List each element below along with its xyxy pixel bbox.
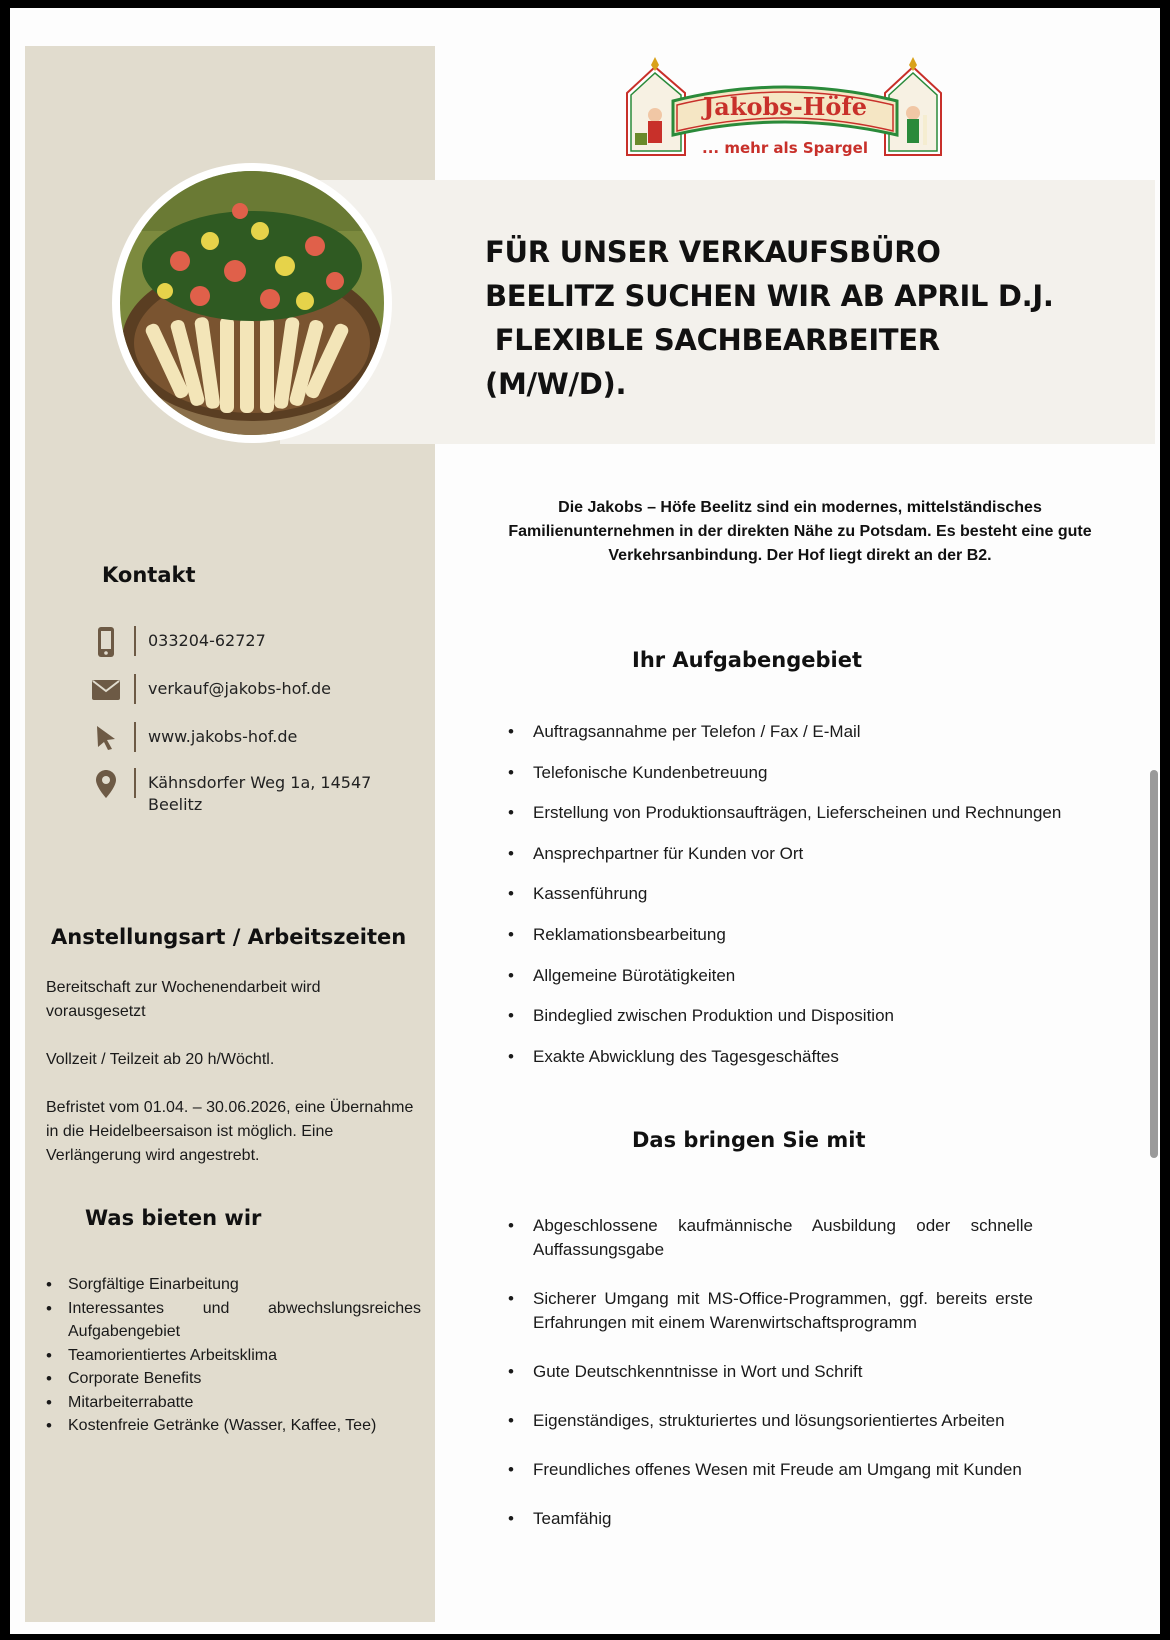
list-item: • Kassenführung	[508, 882, 1148, 923]
list-item: • Teamorientiertes Arbeitsklima	[46, 1344, 421, 1368]
headline-line: FÜR UNSER VERKAUFSBÜRO	[485, 235, 941, 269]
list-item: • Gute Deutschkenntnisse in Wort und Schrift	[508, 1360, 1033, 1384]
list-item: • Sicherer Umgang mit MS-Office-Programmen, ggf. bereits erste Erfahrungen mit einem Warenwirtschaftsprogramm	[508, 1287, 1033, 1335]
jakobs-hoefe-logo	[615, 53, 955, 173]
contact-address-row	[90, 768, 388, 816]
headline-line: BEELITZ SUCHEN WIR AB APRIL D.J.	[485, 279, 1054, 313]
contact-phone-row	[90, 626, 266, 658]
offer-title: Was bieten wir	[85, 1206, 262, 1230]
list-item: • Bindeglied zwischen Produktion und Disposition	[508, 1004, 1148, 1045]
list-item: • Kostenfreie Getränke (Wasser, Kaffee, Tee)	[46, 1414, 421, 1438]
headline-line: (M/W/D).	[485, 367, 627, 401]
list-item: • Mitarbeiterrabatte	[46, 1391, 421, 1415]
separator	[134, 674, 136, 704]
employment-title: Anstellungsart / Arbeitszeiten	[51, 925, 407, 949]
list-item: • Eigenständiges, strukturiertes und lösungsorientiertes Arbeiten	[508, 1409, 1033, 1433]
contact-web-row	[90, 722, 297, 754]
job-headline	[485, 230, 1145, 406]
requirements-list	[508, 1214, 1033, 1556]
contact-phone[interactable]: 033204-62727	[148, 631, 266, 650]
contact-email-row	[90, 674, 331, 706]
list-item: • Erstellung von Produktionsaufträgen, Lieferscheinen und Rechnungen	[508, 801, 1148, 842]
phone-icon	[90, 626, 122, 658]
company-intro: Die Jakobs – Höfe Beelitz sind ein modernes, mittelständisches Familienunternehmen in der direkten Nähe zu Potsdam. Es besteht eine gute Verkehrsanbindung. Der Hof liegt direkt an der B2.	[508, 499, 1092, 564]
separator	[134, 768, 136, 798]
location-pin-icon	[90, 768, 122, 800]
list-item: • Exakte Abwicklung des Tagesgeschäftes	[508, 1045, 1148, 1086]
employment-duration: Befristet vom 01.04. – 30.06.2026, eine Übernahme in die Heidelbeersaison ist möglich. Eine Verlängerung wird angestrebt.	[46, 1099, 414, 1164]
contact-address: Kähnsdorfer Weg 1a, 14547 Beelitz	[148, 773, 372, 814]
list-item: • Allgemeine Bürotätigkeiten	[508, 964, 1148, 1005]
tasks-title: Ihr Aufgabengebiet	[632, 648, 862, 672]
list-item: • Teamfähig	[508, 1507, 1033, 1531]
mail-icon	[90, 674, 122, 706]
list-item: • Interessantes und abwechslungsreiches Aufgabengebiet	[46, 1297, 421, 1344]
list-item: • Auftragsannahme per Telefon / Fax / E-Mail	[508, 720, 1148, 761]
list-item: • Corporate Benefits	[46, 1367, 421, 1391]
contact-email[interactable]: verkauf@jakobs-hof.de	[148, 679, 331, 698]
list-item: • Sorgfältige Einarbeitung	[46, 1273, 421, 1297]
svg-text:Jakobs-Höfe: Jakobs-Höfe	[702, 92, 868, 121]
separator	[134, 626, 136, 656]
contact-website[interactable]: www.jakobs-hof.de	[148, 727, 298, 746]
asparagus-basket-photo	[120, 171, 384, 435]
cursor-icon	[90, 722, 122, 754]
list-item: • Abgeschlossene kaufmännische Ausbildung oder schnelle Auffassungsgabe	[508, 1214, 1033, 1262]
offer-list	[46, 1273, 421, 1438]
job-posting-page	[10, 8, 1160, 1634]
employment-hours: Vollzeit / Teilzeit ab 20 h/Wöchtl.	[46, 1051, 275, 1068]
vertical-scrollbar[interactable]	[1150, 770, 1158, 1158]
contact-title: Kontakt	[102, 563, 196, 587]
svg-text:... mehr als Spargel: ... mehr als Spargel	[702, 139, 868, 157]
list-item: • Freundliches offenes Wesen mit Freude am Umgang mit Kunden	[508, 1458, 1033, 1482]
requirements-title: Das bringen Sie mit	[632, 1128, 866, 1152]
separator	[134, 722, 136, 752]
employment-weekend: Bereitschaft zur Wochenendarbeit wird vorausgesetzt	[46, 979, 321, 1020]
list-item: • Telefonische Kundenbetreuung	[508, 761, 1148, 802]
list-item: • Ansprechpartner für Kunden vor Ort	[508, 842, 1148, 883]
headline-line: FLEXIBLE SACHBEARBEITER	[485, 323, 940, 357]
tasks-list	[508, 720, 1148, 1085]
list-item: • Reklamationsbearbeitung	[508, 923, 1148, 964]
